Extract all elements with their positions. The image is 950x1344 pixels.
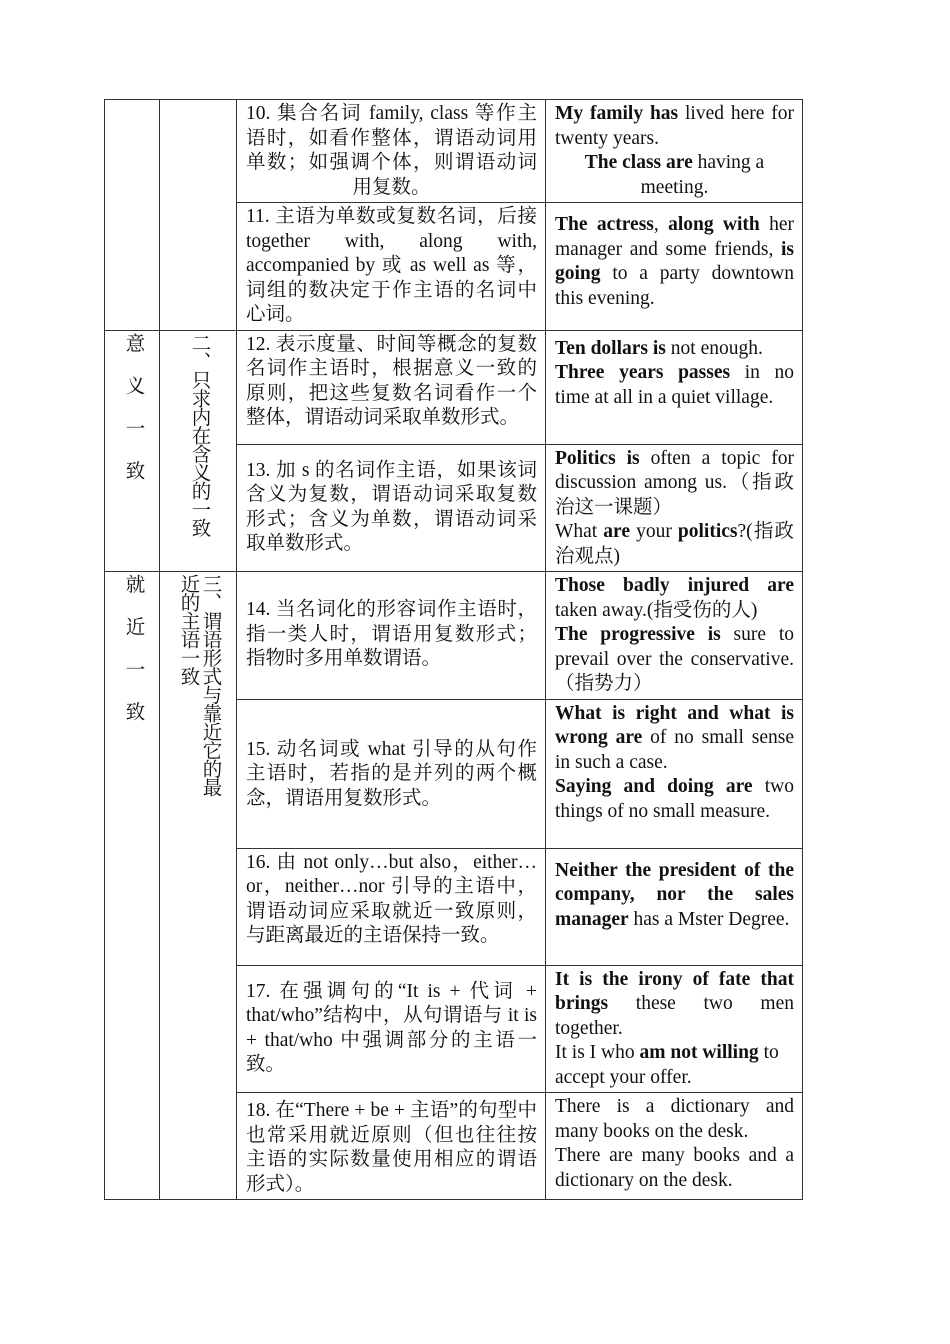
category-proximity <box>105 572 160 1200</box>
example-line: Ten dollars is not enough. <box>555 337 763 359</box>
category-cell-empty <box>105 100 160 331</box>
table-row-14 <box>105 572 803 700</box>
rule-cell-13: 13. 加 s 的名词作主语，如果该词含义为复数，谓语动词采取复数形式；含义为单数，谓语动词采取单数形式。 <box>237 444 546 572</box>
rule-cell-15: 15. 动名词或 what 引导的从句作主语时，若指的是并列的两个概念，谓语用复数形式。 <box>237 699 546 848</box>
rule-cell-17: 17. 在强调句的“It is + 代词 + that/who”结构中，从句谓语与 it is + that/who 中强调部分的主语一致。 <box>237 965 546 1093</box>
example-cell-16 <box>546 848 803 965</box>
example-line: My family has lived here for twenty years. <box>555 103 794 149</box>
subcategory-2 <box>160 330 237 572</box>
category-label: 意义一致 <box>122 332 144 503</box>
example-line: There are many books and a dictionary on the desk. <box>555 1145 794 1191</box>
table-row-10 <box>105 100 803 203</box>
table-row-12 <box>105 330 803 444</box>
subcategory-cell-empty <box>160 100 237 331</box>
subcategory-3 <box>160 572 237 1200</box>
example-line: The actress, along with her manager and some friends, is going to a party downtown this evening. <box>555 214 794 309</box>
rule-cell-12: 12. 表示度量、时间等概念的复数名词作主语时，根据意义一致的原则，把这些复数名词看作一个整体，谓语动词采取单数形式。 <box>237 330 546 444</box>
example-cell-13 <box>546 444 803 572</box>
example-line: Politics is often a topic for discussion among us.（指政治这一课题） <box>555 447 794 518</box>
grammar-table <box>104 99 803 1200</box>
category-label: 就近一致 <box>122 574 144 744</box>
example-line: It is the irony of fate that brings these two men together. <box>555 968 794 1039</box>
example-cell-11 <box>546 203 803 331</box>
example-cell-18 <box>546 1093 803 1200</box>
example-line: There is a dictionary and many books on the desk. <box>555 1096 794 1142</box>
example-line: Three years passes in no time at all in a quiet village. <box>555 362 794 408</box>
example-line: Those badly injured are taken away.(指受伤的人) <box>555 575 794 621</box>
example-line: The class are having a meeting. <box>584 152 765 198</box>
example-line: Neither the president of the company, nor the sales manager has a Mster Degree. <box>555 859 794 930</box>
rule-cell-10: 10. 集合名词 family, class 等作主语时，如看作整体，谓语动词用单数；如强调个体，则谓语动词用复数。 <box>237 100 546 203</box>
example-cell-15 <box>546 699 803 848</box>
example-line: It is I who am not willing to accept your offer. <box>555 1042 779 1088</box>
example-cell-12 <box>546 330 803 444</box>
example-line: The progressive is sure to prevail over the conservative.（指势力） <box>555 624 794 694</box>
subcategory-label: 三、谓语形式与靠近它的最近的主语一致 <box>177 574 221 796</box>
rule-cell-16: 16. 由 not only…but also，either…or，neither…nor 引导的主语中，谓语动词应采取就近一致原则，与距离最近的主语保持一致。 <box>237 848 546 965</box>
example-line: Saying and doing are two things of no small measure. <box>555 776 794 822</box>
example-line: What are your politics?(指政治观点) <box>555 521 795 567</box>
subcategory-label: 二、只求内在含义的一致 <box>188 332 210 536</box>
rule-cell-14: 14. 当名词化的形容词作主语时，指一类人时，谓语用复数形式；指物时多用单数谓语。 <box>237 572 546 700</box>
example-line: What is right and what is wrong are of no small sense in such a case. <box>555 702 794 773</box>
category-meaning <box>105 330 160 572</box>
example-cell-10 <box>546 100 803 203</box>
rule-cell-18: 18. 在“There + be + 主语”的句型中也常采用就近原则（但也往往按主语的实际数量使用相应的谓语形式）。 <box>237 1093 546 1200</box>
example-cell-14 <box>546 572 803 700</box>
rule-cell-11: 11. 主语为单数或复数名词，后接 together with, along with, accompanied by 或 as well as 等，词组的数决定于作主语的名词中心词。 <box>237 203 546 331</box>
example-cell-17 <box>546 965 803 1093</box>
